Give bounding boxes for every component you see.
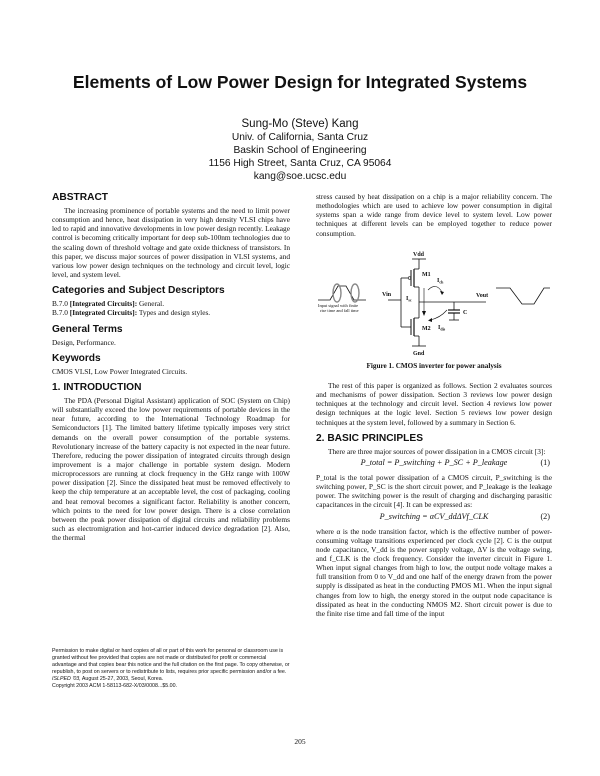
copyright-line: Copyright 2003 ACM 1-58113-682-X/03/0008...$5.00. bbox=[52, 683, 178, 690]
category-code: B.7.0 bbox=[52, 299, 68, 309]
equation-1-body: P_total = P_switching + P_SC + P_leakage bbox=[360, 457, 508, 467]
category-item bbox=[52, 308, 290, 317]
ich-label bbox=[437, 278, 444, 285]
venue-line bbox=[52, 676, 290, 683]
author-affiliation-school: Baskin School of Engineering bbox=[233, 145, 367, 156]
input-note-line-1: Input signal with finite bbox=[318, 302, 359, 308]
equation-1-number: (1) bbox=[540, 457, 550, 467]
organization-paragraph: The rest of this paper is organized as follows. Section 2 evaluates sources and mechanisms of power dissipation. Section 3 reviews low power design techniques at the technology and circuit level. Section 4 reviews low power design techniques at the logic level. Section 5 reviews low power design techniques at the system level, followed by a summary in Section 6. bbox=[316, 380, 552, 427]
input-edge-marker bbox=[351, 284, 359, 302]
isc-label bbox=[406, 296, 412, 303]
paper-title: Elements of Low Power Design for Integrated Systems bbox=[72, 72, 528, 92]
category-code: B.7.0 bbox=[52, 308, 68, 318]
figure-caption: Figure 1. CMOS inverter for power analysis bbox=[366, 361, 502, 370]
vin-label: Vin bbox=[382, 291, 392, 298]
permission-notice bbox=[52, 648, 290, 691]
keywords-heading: Keywords bbox=[52, 352, 101, 364]
c-label: C bbox=[463, 309, 468, 316]
venue-name: ISLPED '03, bbox=[52, 676, 81, 683]
gnd-label: Gnd bbox=[413, 350, 425, 357]
right-column bbox=[316, 192, 552, 618]
permission-text: Permission to make digital or hard copies of all or part of this work for personal or classroom use is granted without fee provided that copies are not made or distributed for profit or commercial advantage and that copies bear this notice and the full citation on the first page. To copy otherwise, or republish, to post on servers or to redistribute to lists, requires prior specific permission and/or a fee. bbox=[52, 648, 290, 676]
category-text: Types and design styles. bbox=[138, 308, 211, 318]
equation-2 bbox=[316, 512, 552, 525]
m1-label: M1 bbox=[422, 271, 431, 278]
page-number: 205 bbox=[294, 737, 306, 746]
author-address: 1156 High Street, Santa Cruz, CA 95064 bbox=[208, 158, 392, 169]
author-name: Sung-Mo (Steve) Kang bbox=[241, 118, 359, 130]
output-waveform bbox=[496, 288, 550, 304]
ich-main: I bbox=[437, 277, 440, 284]
idis-label bbox=[438, 325, 446, 332]
general-terms-text: Design, Performance. bbox=[52, 337, 116, 347]
category-label: [Integrated Circuits]: bbox=[69, 308, 138, 318]
categories-heading: Categories and Subject Descriptors bbox=[52, 285, 225, 297]
basic-paragraph-2: where α is the node transition factor, which is the effective number of power-consuming voltage transitions experienced per clock cycle [2]. C is the output node capacitance, V_dd is the power supply voltage, ΔV is the voltage swing, and f_CLK is the clock frequency. Consider the inverter circuit in Figure 1. When input signal changes from high to low, the output node voltage makes a full transition from 0 to V_dd and one half of the energy drawn from the power supply is dissipated as heat in the conducting PMOS M1. When the input signal changes from low to high, the energy stored in the output node capacitance is dissipated as heat in the conducting NMOS M2. Short circuit power is due to the finite rise time and fall time of the input bbox=[316, 526, 552, 618]
general-terms-heading: General Terms bbox=[52, 323, 123, 335]
venue-details: August 25-27, 2003, Seoul, Korea. bbox=[81, 676, 164, 683]
idis-subscript: dis bbox=[440, 326, 446, 332]
basic-paragraph-1: P_total is the total power dissipation of a CMOS circuit, P_switching is the switching power, P_SC is the short circuit power, and P_leakage is the leakage power. The switching power is the result of charging and discharging parasitic capacitances in the circuit [4]. It can be expressed as: bbox=[316, 472, 552, 510]
equation-2-number: (2) bbox=[540, 511, 550, 521]
category-item bbox=[52, 299, 290, 308]
figure-1 bbox=[316, 248, 552, 360]
keywords-text: CMOS VLSI, Low Power Integrated Circuits. bbox=[52, 366, 188, 376]
isc-subscript: sc bbox=[408, 297, 412, 303]
introduction-text: The PDA (Personal Digital Assistant) application of SOC (System on Chip) will substantially exceed the low power requirements of portable devices in the near future, according to the International Technology Roadmap for Semiconductors [1]. The limited battery lifetime typically imposes very strict demands on the overall power consumption of the portable systems. Revolutionary increase of the battery capacity is not expected in the near future. Therefore, reducing the power dissipation of integrated circuits through design improvement is a major challenge in portable system design. Modern microprocessors are running at clock frequency in the GHz range with 100W power dissipation [2]. Since the dissipated heat must be removed effectively to keep the chip temperature at an acceptable level, the cost of packaging, cooling and heat removal becomes a significant factor. Reliability is another concern, which points to the need for low power design. There is a close correlation between the peak power dissipation of digital circuits and reliability problems such as electromigration and hot-carrier induced device degradation [2]. Also, the thermal bbox=[52, 395, 290, 543]
equation-1 bbox=[316, 458, 552, 471]
vout-label: Vout bbox=[476, 292, 489, 299]
ich-subscript: ch bbox=[439, 279, 444, 285]
m2-label: M2 bbox=[422, 325, 431, 332]
idis-main: I bbox=[438, 324, 441, 331]
category-text: General. bbox=[138, 299, 165, 309]
basic-principles-heading: 2. BASIC PRINCIPLES bbox=[316, 432, 423, 444]
author-affiliation-university: Univ. of California, Santa Cruz bbox=[231, 132, 369, 143]
author-block bbox=[150, 117, 450, 183]
abstract-text: The increasing prominence of portable systems and the need to limit power consumption and hence, heat dissipation in very high density VLSI chips have led to rapid and innovative developments in low power design recently. Leakage control is becoming critically important for deep sub-100nm technologies due to the scaling down of threshold voltage and gate oxide thickness of transistors. In this paper, we discuss major sources of power dissipation in VLSI systems, and various low power design techniques on the technology and circuit level, logic level, and system level. bbox=[52, 206, 290, 280]
intro-continued-text: stress caused by heat dissipation on a chip is a major reliability concern. The methodologies which are used to achieve low power consumption in digital systems span a wide range from device level to system level. Low power techniques at different levels can be employed together to reduce power consumption. bbox=[316, 192, 552, 238]
isc-main: I bbox=[406, 295, 409, 302]
vdd-label: Vdd bbox=[413, 251, 425, 258]
equation-2-body: P_switching = αCV_ddΔVf_CLK bbox=[379, 511, 489, 521]
category-label: [Integrated Circuits]: bbox=[69, 299, 138, 309]
author-email[interactable]: kang@soe.ucsc.edu bbox=[253, 171, 347, 182]
input-note-line-2: rise time and fall time bbox=[320, 307, 359, 313]
left-column bbox=[52, 192, 290, 542]
basic-intro-text: There are three major sources of power dissipation in a CMOS circuit [3]: bbox=[328, 446, 546, 456]
introduction-heading: 1. INTRODUCTION bbox=[52, 381, 142, 393]
abstract-heading: ABSTRACT bbox=[52, 192, 109, 203]
